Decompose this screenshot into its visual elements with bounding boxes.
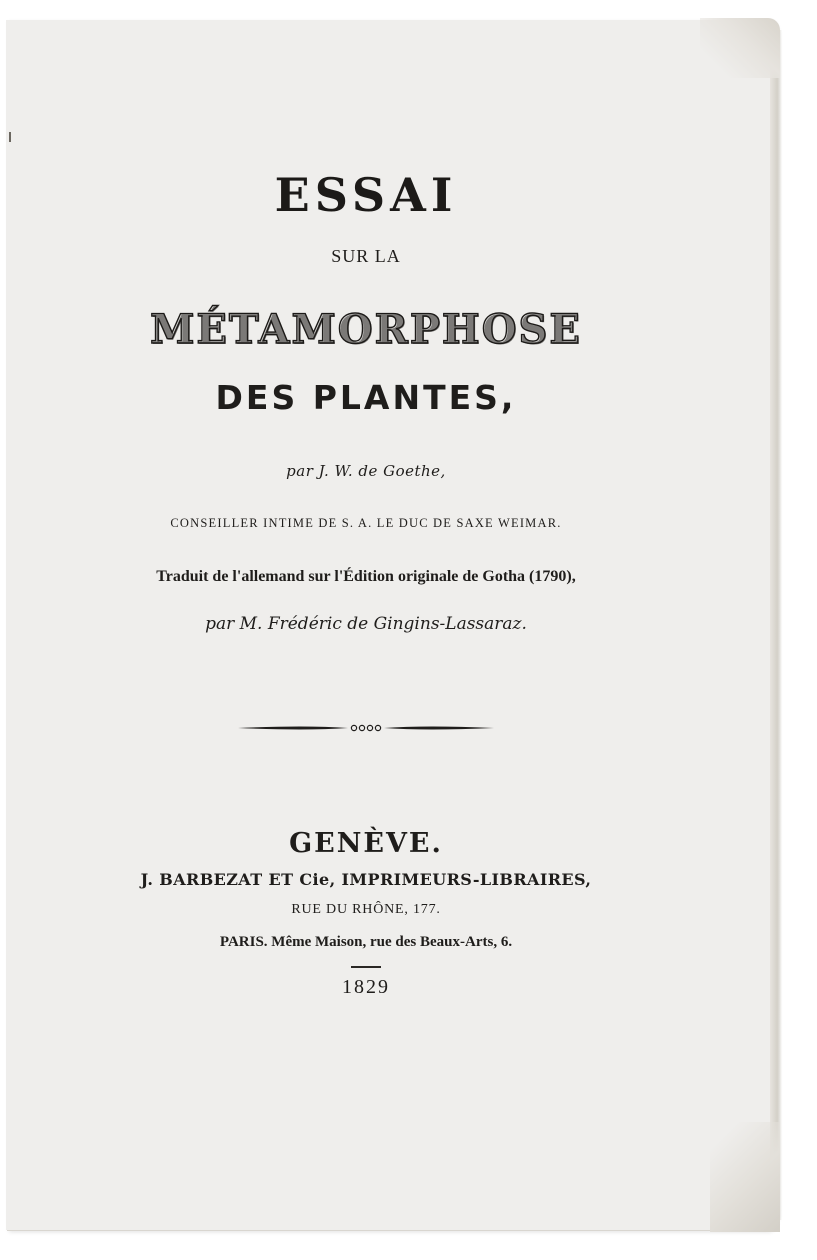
worn-corner-bottom xyxy=(710,1122,780,1232)
main-title-des-plantes: DES PLANTES, xyxy=(215,378,517,417)
imprint-city: GENÈVE. xyxy=(289,828,443,859)
worn-corner-top xyxy=(700,18,780,78)
author-line: par J. W. de Goethe, xyxy=(286,462,446,480)
translation-note: Traduit de l'allemand sur l'Édition originale de Gotha (1790), xyxy=(156,568,576,585)
ornamental-rule xyxy=(6,718,726,738)
margin-mark xyxy=(9,132,11,142)
main-title-metamorphose: MÉTAMORPHOSE xyxy=(150,306,582,353)
author-title-line: CONSEILLER INTIME DE S. A. LE DUC DE SAXE WEIMAR. xyxy=(170,516,562,530)
main-title-essai: ESSAI xyxy=(274,168,458,222)
imprint-printer: J. BARBEZAT ET Cie, IMPRIMEURS-LIBRAIRES, xyxy=(140,870,592,889)
translator-line: par M. Frédéric de Gingins-Lassaraz. xyxy=(205,614,527,634)
imprint-paris: PARIS. Même Maison, rue des Beaux-Arts, 6. xyxy=(219,934,513,950)
title-page-sheet xyxy=(6,20,776,1230)
subtitle-sur-la: SUR LA xyxy=(331,246,401,266)
imprint-address: RUE DU RHÔNE, 177. xyxy=(291,902,441,917)
page-deckle-edge xyxy=(770,30,782,1220)
short-rule xyxy=(351,966,381,968)
imprint-year: 1829 xyxy=(342,976,390,998)
